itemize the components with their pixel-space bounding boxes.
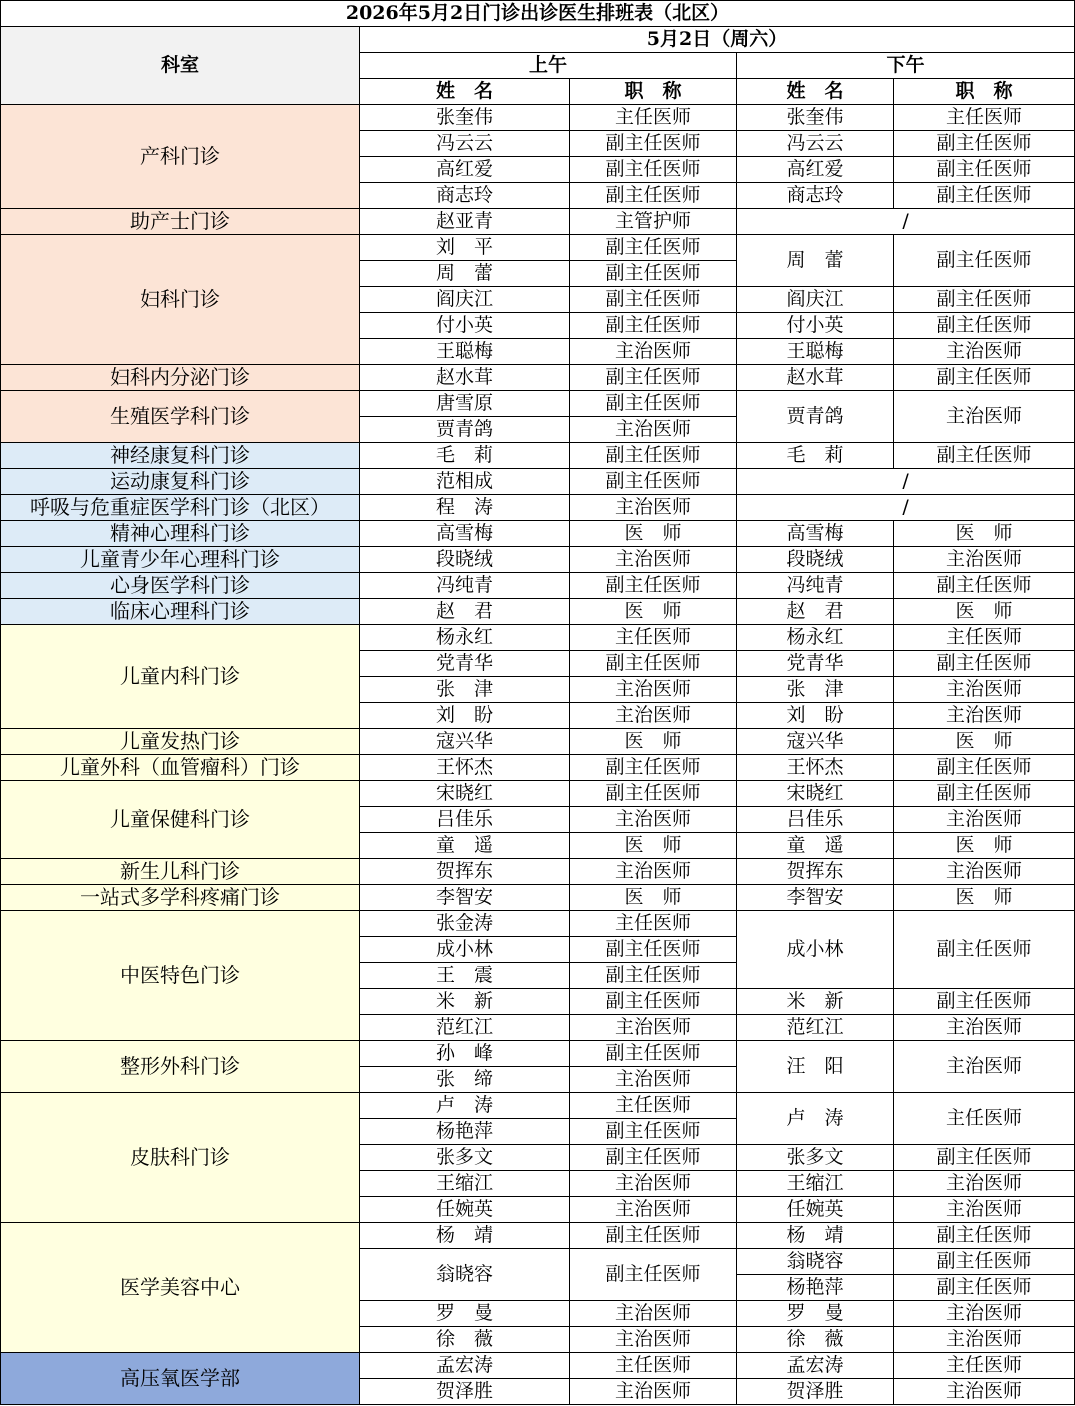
- pm-title-cell: 主治医师: [894, 1301, 1075, 1327]
- am-name-cell: 翁晓容: [360, 1249, 570, 1301]
- am-name-cell: 赵 君: [360, 599, 570, 625]
- am-name-cell: 杨艳萍: [360, 1119, 570, 1145]
- am-title-cell: 医 师: [570, 729, 737, 755]
- pm-name-cell: 周 蕾: [737, 235, 894, 287]
- pm-name-cell: 商志玲: [737, 183, 894, 209]
- am-name-cell: 周 蕾: [360, 261, 570, 287]
- pm-name-cell: 张多文: [737, 1145, 894, 1171]
- pm-title-cell: 主任医师: [894, 1093, 1075, 1145]
- am-title-header: 职 称: [570, 79, 737, 105]
- am-name-cell: 毛 莉: [360, 443, 570, 469]
- am-title-cell: 副主任医师: [570, 183, 737, 209]
- pm-name-cell: 王怀杰: [737, 755, 894, 781]
- am-name-cell: 王 震: [360, 963, 570, 989]
- pm-title-cell: 医 师: [894, 521, 1075, 547]
- pm-title-cell: 副主任医师: [894, 1275, 1075, 1301]
- am-title-cell: 医 师: [570, 521, 737, 547]
- pm-name-cell: 翁晓容: [737, 1249, 894, 1275]
- table-row: [1, 443, 1075, 469]
- am-title-cell: 副主任医师: [570, 573, 737, 599]
- am-title-cell: 副主任医师: [570, 131, 737, 157]
- pm-name-cell: 吕佳乐: [737, 807, 894, 833]
- am-name-cell: 张金涛: [360, 911, 570, 937]
- table-row: [1, 625, 1075, 651]
- am-name-cell: 杨永红: [360, 625, 570, 651]
- pm-name-cell: 李智安: [737, 885, 894, 911]
- pm-name-cell: 罗 曼: [737, 1301, 894, 1327]
- pm-name-cell: 米 新: [737, 989, 894, 1015]
- pm-no-duty-cell: /: [737, 495, 1075, 521]
- am-name-cell: 贺挥东: [360, 859, 570, 885]
- dept-cell: 生殖医学科门诊: [1, 391, 360, 443]
- am-name-cell: 王缩江: [360, 1171, 570, 1197]
- pm-name-cell: 高雪梅: [737, 521, 894, 547]
- pm-name-cell: 卢 涛: [737, 1093, 894, 1145]
- pm-title-cell: 主治医师: [894, 1327, 1075, 1353]
- am-name-cell: 冯云云: [360, 131, 570, 157]
- pm-name-cell: 冯纯青: [737, 573, 894, 599]
- pm-name-cell: 党青华: [737, 651, 894, 677]
- pm-title-cell: 医 师: [894, 885, 1075, 911]
- pm-name-cell: 杨 靖: [737, 1223, 894, 1249]
- table-row: [1, 755, 1075, 781]
- dept-cell: 高压氧医学部: [1, 1353, 360, 1405]
- am-name-cell: 孟宏涛: [360, 1353, 570, 1379]
- pm-title-cell: 副主任医师: [894, 755, 1075, 781]
- pm-name-cell: 刘 盼: [737, 703, 894, 729]
- am-name-cell: 赵水茸: [360, 365, 570, 391]
- dept-cell: 精神心理科门诊: [1, 521, 360, 547]
- am-title-cell: 主治医师: [570, 1327, 737, 1353]
- table-row: [1, 391, 1075, 417]
- dept-cell: 临床心理科门诊: [1, 599, 360, 625]
- am-name-cell: 冯纯青: [360, 573, 570, 599]
- am-title-cell: 主治医师: [570, 417, 737, 443]
- pm-name-cell: 阎庆江: [737, 287, 894, 313]
- am-name-cell: 阎庆江: [360, 287, 570, 313]
- am-title-cell: 主管护师: [570, 209, 737, 235]
- am-title-cell: 副主任医师: [570, 157, 737, 183]
- pm-title-cell: 主治医师: [894, 339, 1075, 365]
- am-name-cell: 唐雪原: [360, 391, 570, 417]
- pm-title-cell: 副主任医师: [894, 911, 1075, 989]
- pm-title-cell: 副主任医师: [894, 365, 1075, 391]
- am-name-cell: 赵亚青: [360, 209, 570, 235]
- am-name-cell: 任婉英: [360, 1197, 570, 1223]
- pm-title-cell: 副主任医师: [894, 287, 1075, 313]
- am-title-cell: 副主任医师: [570, 287, 737, 313]
- pm-name-cell: 段晓绒: [737, 547, 894, 573]
- am-name-cell: 张 津: [360, 677, 570, 703]
- table-row: [1, 469, 1075, 495]
- am-title-cell: 副主任医师: [570, 365, 737, 391]
- dept-cell: 心身医学科门诊: [1, 573, 360, 599]
- pm-title-cell: 副主任医师: [894, 781, 1075, 807]
- pm-title-cell: 副主任医师: [894, 651, 1075, 677]
- am-title-cell: 主治医师: [570, 807, 737, 833]
- am-name-cell: 程 涛: [360, 495, 570, 521]
- table-row: [1, 209, 1075, 235]
- dept-cell: 整形外科门诊: [1, 1041, 360, 1093]
- pm-title-cell: 主治医师: [894, 391, 1075, 443]
- am-title-cell: 副主任医师: [570, 1041, 737, 1067]
- pm-name-cell: 毛 莉: [737, 443, 894, 469]
- table-row: [1, 729, 1075, 755]
- am-title-cell: 副主任医师: [570, 313, 737, 339]
- pm-title-cell: 主治医师: [894, 703, 1075, 729]
- pm-name-cell: 冯云云: [737, 131, 894, 157]
- dept-cell: 儿童内科门诊: [1, 625, 360, 729]
- pm-title-cell: 主治医师: [894, 1015, 1075, 1041]
- pm-name-cell: 贺泽胜: [737, 1379, 894, 1405]
- pm-title-cell: 主治医师: [894, 1041, 1075, 1093]
- pm-name-cell: 孟宏涛: [737, 1353, 894, 1379]
- pm-title-cell: 副主任医师: [894, 1145, 1075, 1171]
- dept-cell: 新生儿科门诊: [1, 859, 360, 885]
- dept-cell: 中医特色门诊: [1, 911, 360, 1041]
- am-name-header: 姓 名: [360, 79, 570, 105]
- am-title-cell: 主治医师: [570, 1067, 737, 1093]
- pm-title-cell: 主任医师: [894, 105, 1075, 131]
- pm-name-cell: 赵 君: [737, 599, 894, 625]
- dept-cell: 助产士门诊: [1, 209, 360, 235]
- am-title-cell: 主治医师: [570, 1015, 737, 1041]
- am-title-cell: 主治医师: [570, 677, 737, 703]
- pm-title-cell: 医 师: [894, 833, 1075, 859]
- table-row: [1, 521, 1075, 547]
- am-title-cell: 主治医师: [570, 703, 737, 729]
- am-title-cell: 副主任医师: [570, 391, 737, 417]
- am-title-cell: 主治医师: [570, 1379, 737, 1405]
- pm-title-cell: 医 师: [894, 599, 1075, 625]
- am-title-cell: 副主任医师: [570, 937, 737, 963]
- am-title-cell: 主任医师: [570, 625, 737, 651]
- am-name-cell: 范相成: [360, 469, 570, 495]
- table-row: [1, 885, 1075, 911]
- am-title-cell: 主治医师: [570, 339, 737, 365]
- am-name-cell: 罗 曼: [360, 1301, 570, 1327]
- pm-name-cell: 汪 阳: [737, 1041, 894, 1093]
- pm-name-cell: 范红江: [737, 1015, 894, 1041]
- am-title-cell: 副主任医师: [570, 781, 737, 807]
- table-row: [1, 1223, 1075, 1249]
- am-title-cell: 副主任医师: [570, 261, 737, 287]
- pm-title-cell: 副主任医师: [894, 183, 1075, 209]
- am-title-cell: 主治医师: [570, 1197, 737, 1223]
- table-row: [1, 599, 1075, 625]
- am-title-cell: 主治医师: [570, 1301, 737, 1327]
- am-name-cell: 孙 峰: [360, 1041, 570, 1067]
- dept-cell: 妇科内分泌门诊: [1, 365, 360, 391]
- am-title-cell: 副主任医师: [570, 1145, 737, 1171]
- table-row: [1, 1041, 1075, 1067]
- pm-name-cell: 成小林: [737, 911, 894, 989]
- table-row: [1, 1353, 1075, 1379]
- pm-title-cell: 副主任医师: [894, 1223, 1075, 1249]
- pm-name-cell: 宋晓红: [737, 781, 894, 807]
- table-row: [1, 547, 1075, 573]
- pm-title-cell: 主治医师: [894, 859, 1075, 885]
- table-row: [1, 105, 1075, 131]
- am-name-cell: 王怀杰: [360, 755, 570, 781]
- am-title-cell: 主治医师: [570, 547, 737, 573]
- am-name-cell: 张奎伟: [360, 105, 570, 131]
- table-row: [1, 365, 1075, 391]
- am-name-cell: 杨 靖: [360, 1223, 570, 1249]
- dept-cell: 呼吸与危重症医学科门诊（北区）: [1, 495, 360, 521]
- am-title-cell: 医 师: [570, 885, 737, 911]
- pm-title-cell: 副主任医师: [894, 131, 1075, 157]
- am-name-cell: 童 遥: [360, 833, 570, 859]
- am-title-cell: 副主任医师: [570, 443, 737, 469]
- am-name-cell: 徐 薇: [360, 1327, 570, 1353]
- dept-cell: 儿童青少年心理科门诊: [1, 547, 360, 573]
- pm-name-cell: 王缩江: [737, 1171, 894, 1197]
- pm-title-cell: 医 师: [894, 729, 1075, 755]
- table-row: [1, 1093, 1075, 1119]
- table-row: [1, 495, 1075, 521]
- am-name-cell: 党青华: [360, 651, 570, 677]
- pm-name-cell: 贺挥东: [737, 859, 894, 885]
- pm-name-cell: 张奎伟: [737, 105, 894, 131]
- pm-name-cell: 童 遥: [737, 833, 894, 859]
- dept-cell: 儿童发热门诊: [1, 729, 360, 755]
- pm-title-cell: 主治医师: [894, 547, 1075, 573]
- table-row: [1, 781, 1075, 807]
- table-row: [1, 235, 1075, 261]
- pm-name-cell: 杨永红: [737, 625, 894, 651]
- dept-cell: 神经康复科门诊: [1, 443, 360, 469]
- pm-title-cell: 副主任医师: [894, 157, 1075, 183]
- pm-title-cell: 主治医师: [894, 1197, 1075, 1223]
- dept-cell: 医学美容中心: [1, 1223, 360, 1353]
- dept-cell: 产科门诊: [1, 105, 360, 209]
- am-title-cell: 医 师: [570, 599, 737, 625]
- pm-title-cell: 副主任医师: [894, 1249, 1075, 1275]
- pm-header: 下午: [737, 53, 1075, 79]
- am-name-cell: 寇兴华: [360, 729, 570, 755]
- am-title-cell: 主任医师: [570, 911, 737, 937]
- dept-header: 科室: [1, 27, 360, 105]
- am-title-cell: 主治医师: [570, 495, 737, 521]
- pm-title-cell: 副主任医师: [894, 443, 1075, 469]
- table-row: [1, 911, 1075, 937]
- am-name-cell: 贾青鸽: [360, 417, 570, 443]
- pm-title-cell: 副主任医师: [894, 235, 1075, 287]
- page-title: 2026年5月2日门诊出诊医生排班表（北区）: [1, 1, 1075, 27]
- pm-title-cell: 主任医师: [894, 1353, 1075, 1379]
- pm-name-cell: 高红爱: [737, 157, 894, 183]
- am-name-cell: 李智安: [360, 885, 570, 911]
- pm-name-cell: 徐 薇: [737, 1327, 894, 1353]
- dept-cell: 儿童保健科门诊: [1, 781, 360, 859]
- dept-cell: 妇科门诊: [1, 235, 360, 365]
- pm-name-cell: 任婉英: [737, 1197, 894, 1223]
- pm-name-cell: 赵水茸: [737, 365, 894, 391]
- date-header: 5月2日（周六）: [360, 27, 1075, 53]
- am-name-cell: 宋晓红: [360, 781, 570, 807]
- pm-name-header: 姓 名: [737, 79, 894, 105]
- am-title-cell: 医 师: [570, 833, 737, 859]
- pm-title-cell: 主治医师: [894, 807, 1075, 833]
- am-name-cell: 刘 平: [360, 235, 570, 261]
- dept-cell: 儿童外科（血管瘤科）门诊: [1, 755, 360, 781]
- am-title-cell: 副主任医师: [570, 1119, 737, 1145]
- am-name-cell: 米 新: [360, 989, 570, 1015]
- am-name-cell: 商志玲: [360, 183, 570, 209]
- pm-title-cell: 副主任医师: [894, 313, 1075, 339]
- am-name-cell: 张 缔: [360, 1067, 570, 1093]
- am-name-cell: 范红江: [360, 1015, 570, 1041]
- pm-title-cell: 主任医师: [894, 625, 1075, 651]
- am-name-cell: 高雪梅: [360, 521, 570, 547]
- am-title-cell: 副主任医师: [570, 1249, 737, 1301]
- am-title-cell: 主治医师: [570, 859, 737, 885]
- am-name-cell: 张多文: [360, 1145, 570, 1171]
- am-name-cell: 吕佳乐: [360, 807, 570, 833]
- dept-cell: 皮肤科门诊: [1, 1093, 360, 1223]
- am-name-cell: 贺泽胜: [360, 1379, 570, 1405]
- am-title-cell: 副主任医师: [570, 235, 737, 261]
- pm-title-cell: 主治医师: [894, 1171, 1075, 1197]
- pm-title-cell: 主治医师: [894, 1379, 1075, 1405]
- dept-cell: 一站式多学科疼痛门诊: [1, 885, 360, 911]
- dept-cell: 运动康复科门诊: [1, 469, 360, 495]
- am-title-cell: 主任医师: [570, 105, 737, 131]
- pm-name-cell: 杨艳萍: [737, 1275, 894, 1301]
- pm-name-cell: 贾青鸽: [737, 391, 894, 443]
- am-name-cell: 成小林: [360, 937, 570, 963]
- pm-title-cell: 副主任医师: [894, 989, 1075, 1015]
- pm-no-duty-cell: /: [737, 469, 1075, 495]
- am-header: 上午: [360, 53, 737, 79]
- am-name-cell: 刘 盼: [360, 703, 570, 729]
- pm-name-cell: 王聪梅: [737, 339, 894, 365]
- pm-title-cell: 主治医师: [894, 677, 1075, 703]
- pm-no-duty-cell: /: [737, 209, 1075, 235]
- am-title-cell: 副主任医师: [570, 651, 737, 677]
- am-title-cell: 副主任医师: [570, 469, 737, 495]
- table-row: [1, 573, 1075, 599]
- table-row: [1, 859, 1075, 885]
- pm-name-cell: 张 津: [737, 677, 894, 703]
- pm-name-cell: 寇兴华: [737, 729, 894, 755]
- am-title-cell: 副主任医师: [570, 1223, 737, 1249]
- am-name-cell: 王聪梅: [360, 339, 570, 365]
- pm-title-cell: 副主任医师: [894, 573, 1075, 599]
- pm-title-header: 职 称: [894, 79, 1075, 105]
- am-name-cell: 高红爱: [360, 157, 570, 183]
- am-name-cell: 付小英: [360, 313, 570, 339]
- am-title-cell: 主任医师: [570, 1093, 737, 1119]
- am-title-cell: 主任医师: [570, 1353, 737, 1379]
- am-name-cell: 卢 涛: [360, 1093, 570, 1119]
- am-title-cell: 副主任医师: [570, 989, 737, 1015]
- am-title-cell: 主治医师: [570, 1171, 737, 1197]
- am-title-cell: 副主任医师: [570, 755, 737, 781]
- pm-name-cell: 付小英: [737, 313, 894, 339]
- am-title-cell: 副主任医师: [570, 963, 737, 989]
- am-name-cell: 段晓绒: [360, 547, 570, 573]
